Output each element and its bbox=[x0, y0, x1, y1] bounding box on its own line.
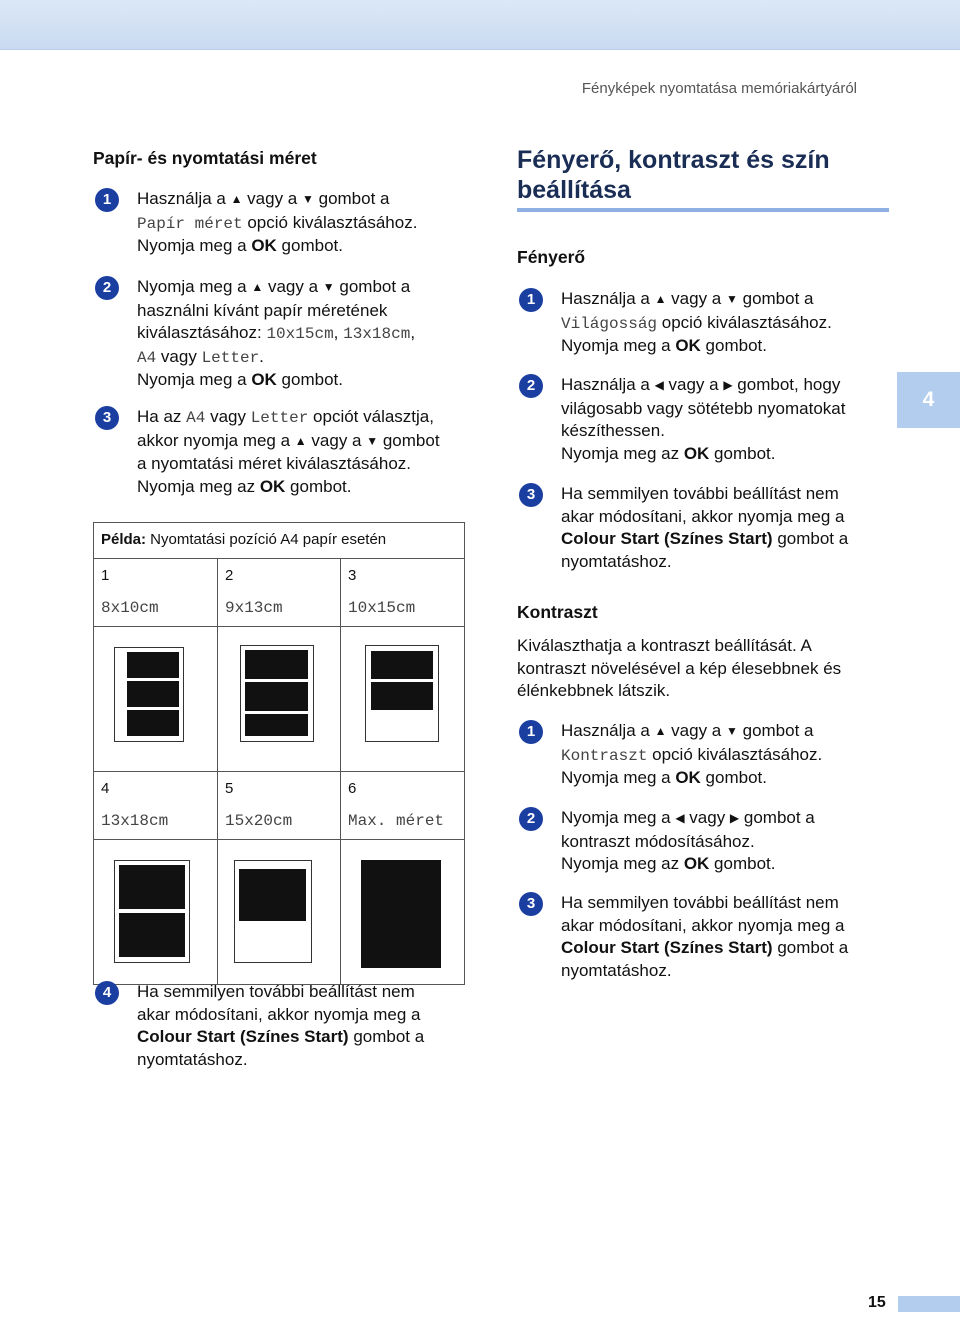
up-arrow-icon: ▲ bbox=[251, 280, 264, 294]
example-cell-size: Max. méret bbox=[341, 806, 465, 839]
layout-preview-9x13 bbox=[218, 626, 341, 771]
paper-thumbnail bbox=[114, 647, 184, 742]
step-number: 1 bbox=[519, 288, 543, 312]
step-number: 2 bbox=[519, 807, 543, 831]
running-header: Fényképek nyomtatása memóriakártyáról bbox=[581, 80, 857, 97]
layout-preview-13x18 bbox=[94, 839, 218, 984]
up-arrow-icon: ▲ bbox=[294, 433, 307, 448]
example-cell-size: 8x10cm bbox=[94, 593, 218, 626]
example-cell-number: 2 bbox=[218, 558, 341, 593]
section-heading-contrast: Kontraszt bbox=[517, 602, 598, 622]
example-cell-size: 9x13cm bbox=[218, 593, 341, 626]
paper-thumbnail bbox=[234, 860, 312, 963]
example-cell-number: 6 bbox=[341, 771, 465, 806]
down-arrow-icon: ▼ bbox=[322, 280, 335, 294]
example-cell-number: 3 bbox=[341, 558, 465, 593]
example-cell-number: 4 bbox=[94, 771, 218, 806]
down-arrow-icon: ▼ bbox=[302, 192, 314, 206]
layout-preview-10x15 bbox=[341, 626, 465, 771]
layout-preview-15x20 bbox=[218, 839, 341, 984]
up-arrow-icon: ▲ bbox=[654, 724, 667, 738]
step-number: 3 bbox=[519, 483, 543, 507]
example-cell-number: 5 bbox=[218, 771, 341, 806]
up-arrow-icon: ▲ bbox=[654, 292, 667, 306]
down-arrow-icon: ▼ bbox=[726, 724, 738, 738]
step-number: 4 bbox=[95, 981, 119, 1005]
layout-preview-8x10 bbox=[94, 626, 218, 771]
title-underline bbox=[517, 208, 889, 212]
left-arrow-icon: ◀ bbox=[675, 811, 685, 825]
right-arrow-icon: ▶ bbox=[723, 378, 733, 392]
example-caption: Példa: Nyomtatási pozíció A4 papír esetén bbox=[94, 523, 465, 559]
contrast-intro: Kiválaszthatja a kontraszt beállítását. A kontraszt növelésével a kép élesebbnek és élénkebbnek látszik. bbox=[517, 636, 842, 700]
paper-thumbnail bbox=[365, 645, 439, 742]
example-cell-size: 10x15cm bbox=[341, 593, 465, 626]
down-arrow-icon: ▼ bbox=[366, 433, 379, 448]
step-number: 2 bbox=[95, 276, 119, 300]
layout-preview-max bbox=[341, 839, 465, 984]
chapter-tab: 4 bbox=[897, 372, 960, 428]
right-arrow-icon: ▶ bbox=[729, 811, 740, 825]
page-title: Fényerő, kontraszt és szín beállítása bbox=[517, 146, 830, 204]
step-number: 1 bbox=[95, 188, 119, 212]
paper-thumbnail bbox=[361, 860, 441, 968]
paper-thumbnail bbox=[114, 860, 190, 963]
section-heading-brightness: Fényerő bbox=[517, 247, 586, 267]
section-heading-paper-size: Papír- és nyomtatási méret bbox=[93, 148, 317, 168]
left-arrow-icon: ◀ bbox=[654, 378, 664, 392]
example-cell-size: 15x20cm bbox=[218, 806, 341, 839]
down-arrow-icon: ▼ bbox=[726, 292, 738, 306]
step-number: 2 bbox=[519, 374, 543, 398]
paper-thumbnail bbox=[240, 645, 314, 742]
step-number: 3 bbox=[95, 406, 119, 430]
step-number: 1 bbox=[519, 720, 543, 744]
top-banner bbox=[0, 0, 960, 50]
page-number: 15 bbox=[868, 1294, 886, 1311]
page-number-bar bbox=[898, 1296, 960, 1312]
example-cell-size: 13x18cm bbox=[94, 806, 218, 839]
example-cell-number: 1 bbox=[94, 558, 218, 593]
step-number: 3 bbox=[519, 892, 543, 916]
print-position-example-table bbox=[93, 522, 465, 985]
up-arrow-icon: ▲ bbox=[230, 192, 243, 206]
